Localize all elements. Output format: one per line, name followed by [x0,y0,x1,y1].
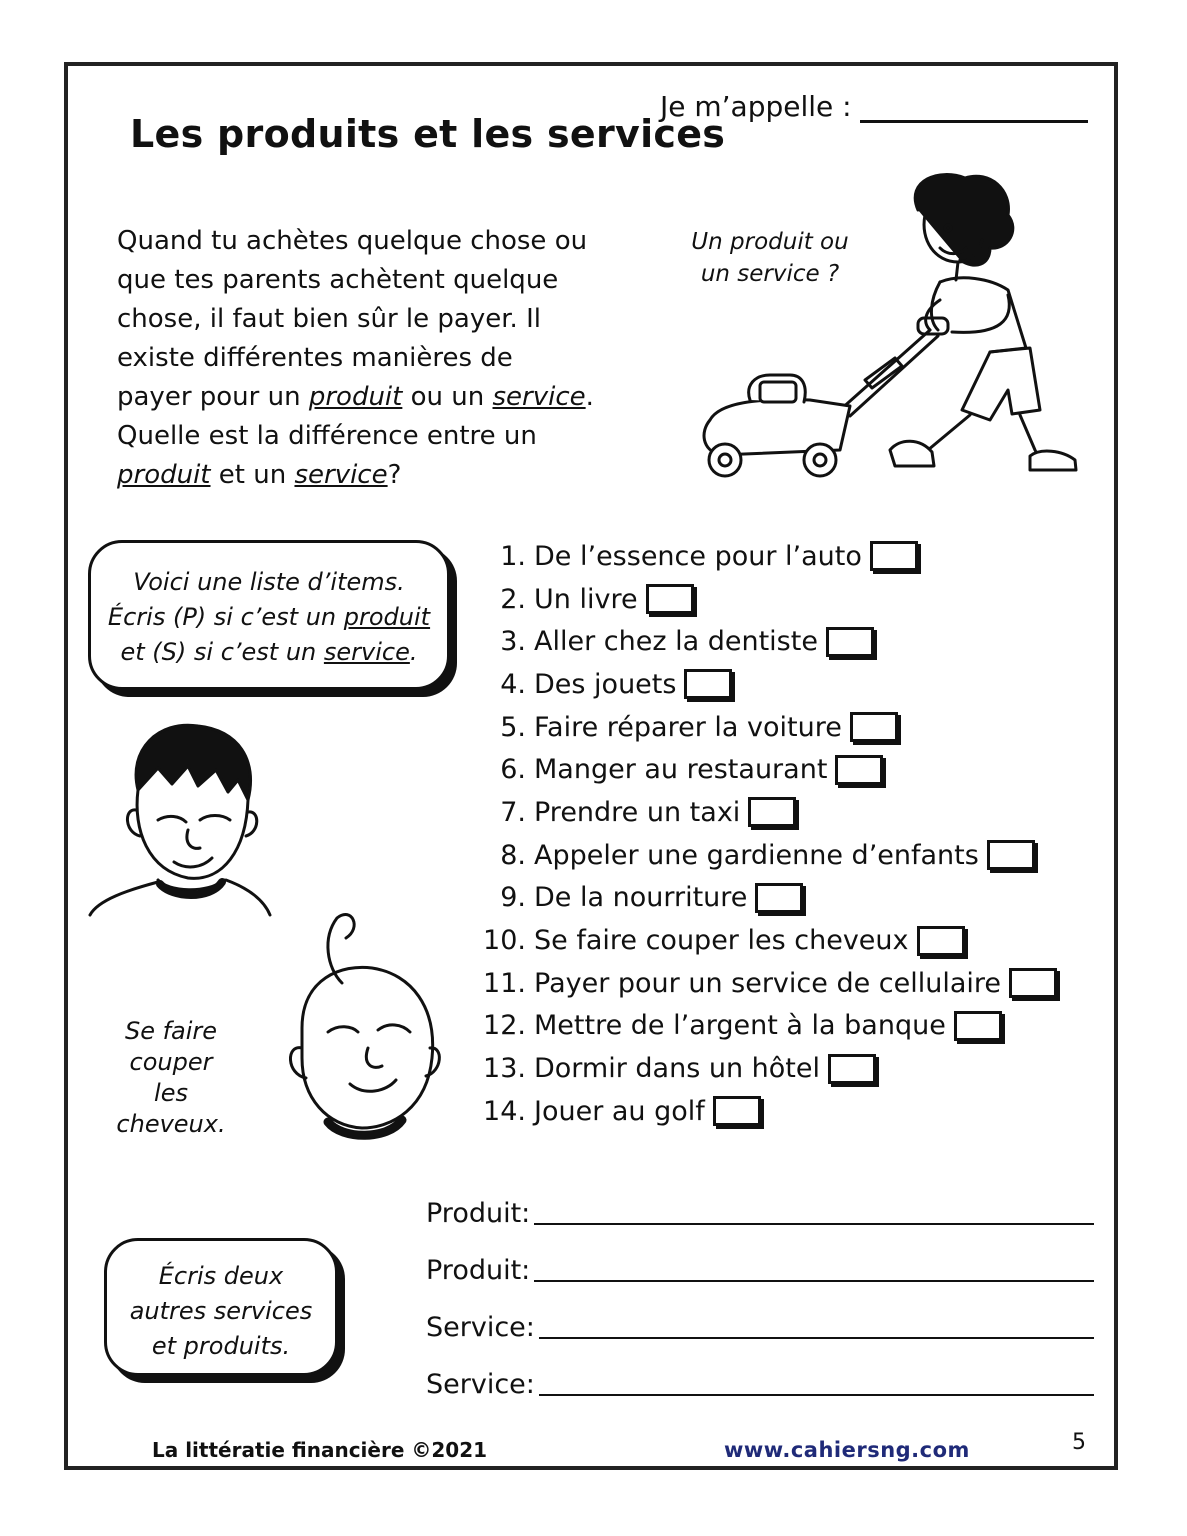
produit-answer-row-1 [426,1198,1094,1229]
intro-line: produit et un service? [117,460,402,490]
write-instruction-bubble: Écris deux autres services et produits. [104,1238,338,1376]
service-answer-row-1 [426,1312,1094,1343]
produit-answer-line[interactable] [534,1223,1094,1225]
answer-checkbox[interactable] [748,797,796,827]
answer-checkbox[interactable] [755,883,803,913]
answer-checkbox[interactable] [713,1096,761,1126]
service-answer-line[interactable] [539,1337,1094,1339]
intro-line: Quelle est la différence entre un [117,421,537,451]
produit-label: Produit: [426,1198,531,1229]
list-item: 10. Se faire couper les cheveux [472,919,1092,962]
lawn-mower-girl-illustration [690,170,1090,500]
service-answer-line[interactable] [539,1394,1094,1396]
produit-answer-row-2 [426,1255,1094,1286]
intro-paragraph [117,222,617,495]
footer-copyright: La littératie financière ©2021 [152,1438,488,1462]
answer-checkbox[interactable] [826,627,874,657]
list-item: 3. Aller chez la dentiste [472,620,1092,663]
service-answer-row-2 [426,1369,1094,1400]
list-item: 14. Jouer au golf [472,1090,1092,1133]
list-item: 6. Manger au restaurant [472,748,1092,791]
bald-child-face-illustration [272,908,452,1158]
list-item: 4. Des jouets [472,663,1092,706]
boy-face-illustration [88,720,278,920]
items-list [472,535,1092,1133]
answer-checkbox[interactable] [828,1054,876,1084]
answer-checkbox[interactable] [684,669,732,699]
intro-line: payer pour un produit ou un service. [117,382,594,412]
produit-label: Produit: [426,1255,531,1286]
list-item: 12. Mettre de l’argent à la banque [472,1005,1092,1048]
answer-checkbox[interactable] [987,840,1035,870]
answer-checkbox[interactable] [1009,968,1057,998]
list-item: 9. De la nourriture [472,877,1092,920]
answer-checkbox[interactable] [850,712,898,742]
service-label: Service: [426,1312,535,1343]
page-title: Les produits et les services [130,112,726,156]
list-item: 5. Faire réparer la voiture [472,706,1092,749]
answer-checkbox[interactable] [835,755,883,785]
produit-answer-line[interactable] [534,1280,1094,1282]
answer-checkbox[interactable] [954,1011,1002,1041]
name-label: Je m’appelle : [660,90,852,123]
answer-checkbox[interactable] [870,541,918,571]
list-item: 2. Un livre [472,578,1092,621]
answer-checkbox[interactable] [917,926,965,956]
list-item: 13. Dormir dans un hôtel [472,1047,1092,1090]
page-number: 5 [1072,1430,1086,1455]
list-item: 1. De l’essence pour l’auto [472,535,1092,578]
list-item: 8. Appeler une gardienne d’enfants [472,834,1092,877]
term-service: service [294,460,388,490]
intro-line: que tes parents achètent quelque [117,265,559,295]
term-produit: produit [117,460,211,490]
intro-line: existe différentes manières de [117,343,513,373]
service-label: Service: [426,1369,535,1400]
answer-checkbox[interactable] [646,584,694,614]
term-produit: produit [308,382,403,412]
intro-line: chose, il faut bien sûr le payer. Il [117,304,541,334]
instruction-bubble: Voici une liste d’items. Écris (P) si c’est un produit et (S) si c’est un service. [88,540,450,690]
name-field-line[interactable] [860,120,1088,123]
mower-caption: Un produit ou un service ? [691,229,849,287]
footer-website-link[interactable]: www.cahiersng.com [724,1438,970,1462]
term-service: service [492,382,586,412]
intro-line: Quand tu achètes quelque chose ou [117,226,588,256]
list-item: 11. Payer pour un service de cellulaire [472,962,1092,1005]
haircut-caption: Se faire couper les cheveux. [116,1017,226,1138]
list-item: 7. Prendre un taxi [472,791,1092,834]
